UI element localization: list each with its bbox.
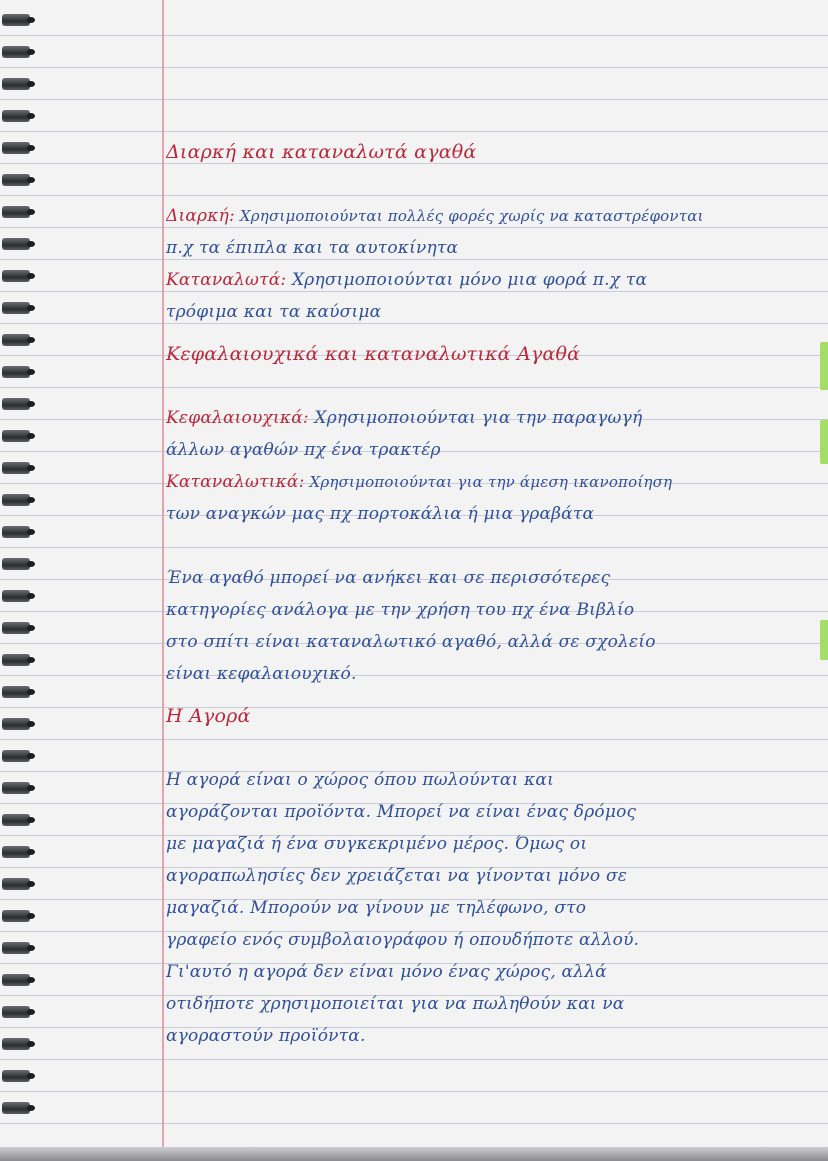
spiral-ring (2, 814, 30, 826)
spiral-ring (2, 718, 30, 730)
spiral-ring (2, 526, 30, 538)
spiral-ring (2, 878, 30, 890)
spiral-ring (2, 206, 30, 218)
margin-line (162, 0, 164, 1161)
note-text: Χρησιμοποιούνται για την παραγωγή (308, 408, 643, 428)
spiral-ring (2, 430, 30, 442)
note-line: Γι'αυτό η αγορά δεν είναι μόνο ένας χώρος, αλλά (166, 962, 607, 982)
heading-capital-consumer-goods: Κεφαλαιουχικά και καταναλωτικά Αγαθά (166, 343, 581, 365)
note-line: στο σπίτι είναι καταναλωτικό αγαθό, αλλά σε σχολείο (166, 632, 656, 652)
term-consumable: Καταναλωτά: (166, 270, 287, 290)
spiral-binding (0, 14, 34, 1134)
note-line: Ένα αγαθό μπορεί να ανήκει και σε περισσότερες (166, 568, 611, 588)
spiral-ring (2, 238, 30, 250)
page-tab-3 (820, 620, 828, 660)
note-line (166, 200, 816, 232)
note-line: των αναγκών μας πχ πορτοκάλια ή μια γραβάτα (166, 504, 595, 524)
spiral-ring (2, 686, 30, 698)
spiral-ring (2, 142, 30, 154)
heading-durable-consumable-goods: Διαρκή και καταναλωτά αγαθά (166, 141, 477, 163)
handwritten-notes (166, 136, 816, 1052)
spiral-ring (2, 1038, 30, 1050)
note-line: τρόφιμα και τα καύσιμα (166, 302, 382, 322)
note-line (166, 466, 816, 498)
note-line: Η αγορά είναι ο χώρος όπου πωλούνται και (166, 770, 554, 790)
spiral-ring (2, 78, 30, 90)
note-line: μαγαζιά. Μπορούν να γίνουν με τηλέφωνο, στο (166, 898, 587, 918)
spiral-ring (2, 750, 30, 762)
spiral-ring (2, 1102, 30, 1114)
note-line: οτιδήποτε χρησιμοποιείται για να πωληθούν και να (166, 994, 625, 1014)
page-tab-1 (820, 342, 828, 390)
spiral-ring (2, 1006, 30, 1018)
note-line: αγοραστούν προϊόντα. (166, 1026, 366, 1046)
term-capital: Κεφαλαιουχικά: (166, 408, 309, 428)
note-text: Χρησιμοποιούνται για την άμεση ικανοποίηση (304, 473, 673, 491)
spiral-ring (2, 46, 30, 58)
spiral-ring (2, 654, 30, 666)
note-text: Χρησιμοποιούνται πολλές φορές χωρίς να καταστρέφονται (234, 207, 704, 225)
term-durable: Διαρκή: (166, 206, 235, 226)
spiral-ring (2, 14, 30, 26)
spiral-ring (2, 782, 30, 794)
spiral-ring (2, 846, 30, 858)
note-line: αγοράζονται προϊόντα. Μπορεί να είναι ένας δρόμος (166, 802, 637, 822)
heading-market: Η Αγορά (166, 705, 251, 727)
spiral-ring (2, 910, 30, 922)
note-line: γραφείο ενός συμβολαιογράφου ή οπουδήποτε αλλού. (166, 930, 640, 950)
note-line: άλλων αγαθών πχ ένα τρακτέρ (166, 440, 441, 460)
spiral-ring (2, 398, 30, 410)
note-line (166, 264, 816, 296)
note-line: με μαγαζιά ή ένα συγκεκριμένο μέρος. Όμως οι (166, 834, 588, 854)
page-tab-2 (820, 420, 828, 464)
spiral-ring (2, 110, 30, 122)
spiral-ring (2, 334, 30, 346)
spiral-ring (2, 974, 30, 986)
spiral-ring (2, 590, 30, 602)
spiral-ring (2, 494, 30, 506)
note-text: Χρησιμοποιούνται μόνο μια φορά π.χ τα (286, 270, 648, 290)
note-line: π.χ τα έπιπλα και τα αυτοκίνητα (166, 238, 459, 258)
spiral-ring (2, 1070, 30, 1082)
note-line: είναι κεφαλαιουχικό. (166, 664, 357, 684)
spiral-ring (2, 270, 30, 282)
spiral-ring (2, 558, 30, 570)
spiral-ring (2, 366, 30, 378)
term-consumer: Καταναλωτικά: (166, 472, 305, 492)
spiral-ring (2, 622, 30, 634)
spiral-ring (2, 302, 30, 314)
spiral-ring (2, 174, 30, 186)
spiral-ring (2, 942, 30, 954)
note-line: αγοραπωλησίες δεν χρειάζεται να γίνονται μόνο σε (166, 866, 628, 886)
spiral-ring (2, 462, 30, 474)
note-line: κατηγορίες ανάλογα με την χρήση του πχ ένα Βιβλίο (166, 600, 635, 620)
note-line (166, 402, 816, 434)
